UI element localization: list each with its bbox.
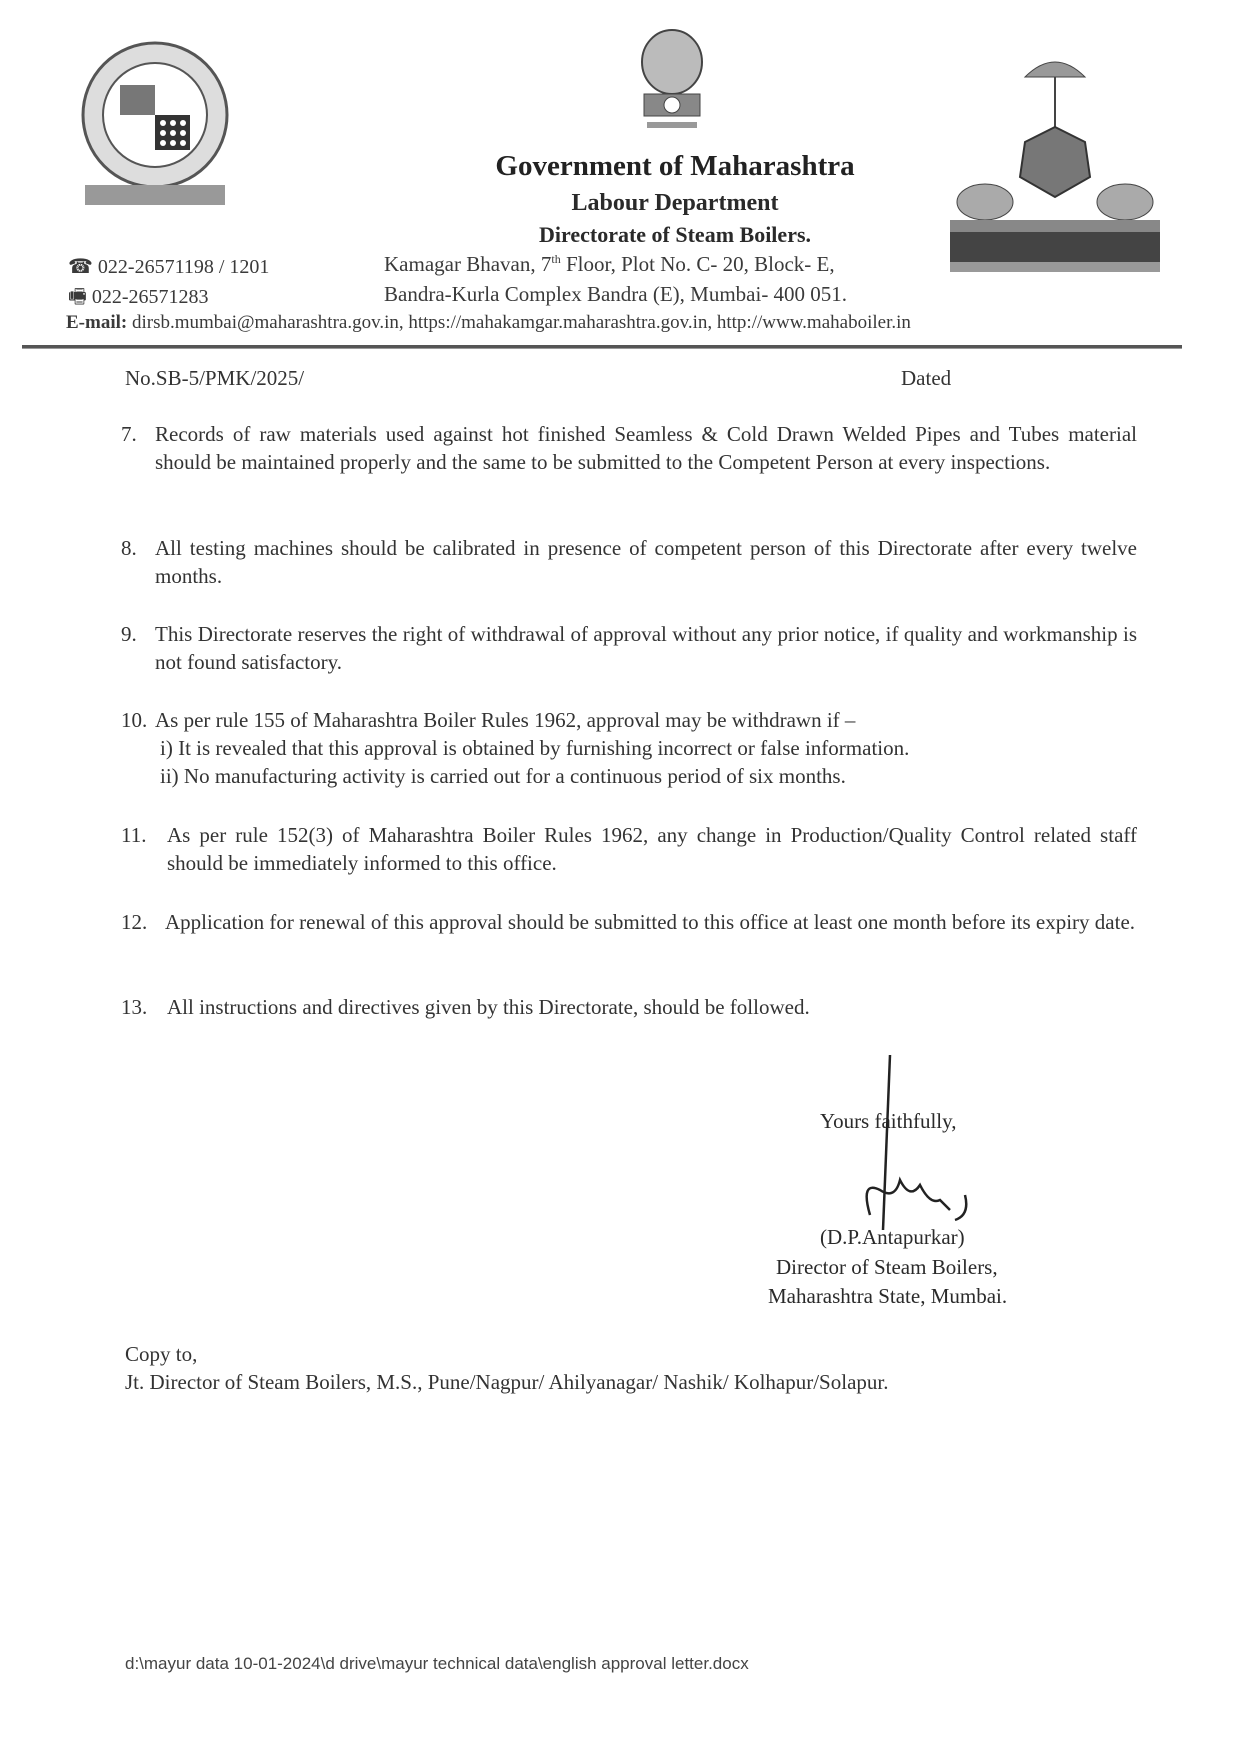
fax-icon: 🖷: [68, 286, 92, 308]
signatory-name: (D.P.Antapurkar): [820, 1225, 965, 1249]
list-item: 10. As per rule 155 of Maharashtra Boiler Rules 1962, approval may be withdrawn if –: [121, 708, 856, 732]
signatory-office: Maharashtra State, Mumbai.: [768, 1284, 1008, 1308]
signatory-designation: Director of Steam Boilers,: [776, 1255, 998, 1279]
fax-line: 🖷 022-26571283: [68, 286, 209, 308]
directorate-name: Directorate of Steam Boilers.: [538, 222, 812, 247]
department-name: Labour Department: [571, 190, 779, 216]
ashoka-emblem: [632, 22, 712, 137]
closing: Yours faithfully,: [820, 1109, 957, 1133]
handwritten-signature: [855, 1050, 985, 1240]
phone-icon: ☎: [68, 256, 98, 278]
phone-line: ☎ 022-26571198 / 1201: [68, 256, 270, 278]
sub-item: ii) No manufacturing activity is carried out for a continuous period of six months.: [160, 764, 846, 788]
list-item: 11. As per rule 152(3) of Maharashtra Boiler Rules 1962, any change in Production/Quality Control related staff should be immediately informed to this office.: [121, 823, 1137, 875]
government-title: Government of Maharashtra: [495, 150, 855, 182]
reference-number: No.SB-5/PMK/2025/: [125, 366, 305, 390]
list-item: 7. Records of raw materials used against hot finished Seamless & Cold Drawn Welded Pipes and Tubes material should be maintained properly and the same to be submitted to the Competent Person at every inspections.: [121, 422, 1137, 474]
list-item: 9. This Directorate reserves the right of withdrawal of approval without any prior notice, if quality and workmanship is not found satisfactory.: [121, 622, 1137, 674]
copy-to-label: Copy to,: [125, 1342, 198, 1366]
list-item: 13. All instructions and directives given by this Directorate, should be followed.: [121, 995, 810, 1019]
file-path-footer: d:\mayur data 10-01-2024\d drive\mayur technical data\english approval letter.docx: [125, 1654, 749, 1673]
address-line-2: Bandra-Kurla Complex Bandra (E), Mumbai- 400 051.: [384, 282, 848, 306]
email-line: E-mail: dirsb.mumbai@maharashtra.gov.in, https://mahakamgar.maharashtra.gov.in, http://www.mahaboiler.in: [66, 312, 911, 333]
list-item: 8. All testing machines should be calibrated in presence of competent person of this Directorate after every twelve months.: [121, 536, 1137, 588]
copy-recipients: Jt. Director of Steam Boilers, M.S., Pune/Nagpur/ Ahilyanagar/ Nashik/ Kolhapur/Solapur.: [125, 1370, 889, 1394]
address-line-1: Kamagar Bhavan, 7th Floor, Plot No. C- 20, Block- E,: [384, 252, 835, 276]
list-item: 12. Application for renewal of this approval should be submitted to this office at least one month before its expiry date.: [121, 910, 1136, 934]
sub-item: i) It is revealed that this approval is obtained by furnishing incorrect or false information.: [160, 736, 910, 760]
dated-label: Dated: [901, 366, 952, 390]
header-divider: [22, 345, 1182, 349]
